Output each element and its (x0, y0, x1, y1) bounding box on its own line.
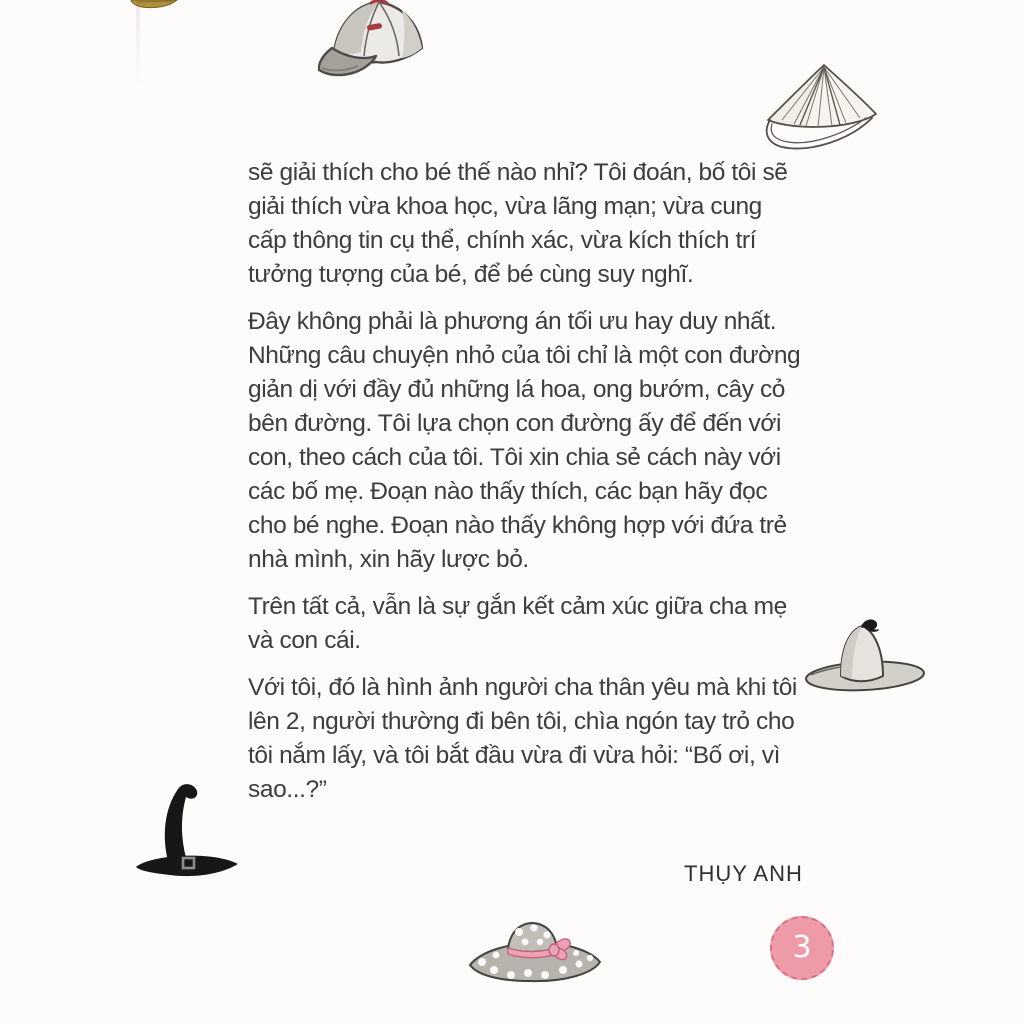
felt-hat-icon (803, 618, 929, 700)
page-body-text (248, 156, 802, 820)
author-signature: THỤY ANH (684, 861, 803, 886)
witch-hat-icon (134, 781, 240, 877)
paragraph-1: sẽ giải thích cho bé thế nào nhỉ? Tôi đoán, bố tôi sẽ giải thích vừa khoa học, vừa lãng mạn; vừa cung cấp thông tin cụ thể, chính xác, vừa kích thích trí tưởng tượng của bé, để bé cùng suy nghĩ. (248, 159, 788, 288)
baseball-cap-icon (318, 0, 438, 78)
sun-hat-icon (466, 920, 604, 990)
page-number-badge (770, 916, 834, 980)
paragraph-4: Với tôi, đó là hình ảnh người cha thân yêu mà khi tôi lên 2, người thường đi bên tôi, chìa ngón tay trỏ cho tôi nắm lấy, và tôi bắt đầu vừa đi vừa hỏi: “Bố ơi, vì sao...?” (248, 674, 797, 803)
paragraph-3: Trên tất cả, vẫn là sự gắn kết cảm xúc giữa cha mẹ và con cái. (248, 593, 787, 654)
conical-hat-icon (758, 62, 884, 154)
page-crease (136, 4, 140, 90)
paragraph-2: Đây không phải là phương án tối ưu hay duy nhất. Những câu chuyện nhỏ của tôi chỉ là một con đường giản dị với đầy đủ những lá hoa, ong bướm, cây cỏ bên đường. Tôi lựa chọn con đường ấy để đến với con, theo cách của tôi. Tôi xin chia sẻ cách này với các bố mẹ. Đoạn nào thấy thích, các bạn hãy đọc cho bé nghe. Đoạn nào thấy không hợp với đứa trẻ nhà mình, xin hãy lược bỏ. (248, 308, 801, 573)
page-number: 3 (792, 930, 812, 965)
